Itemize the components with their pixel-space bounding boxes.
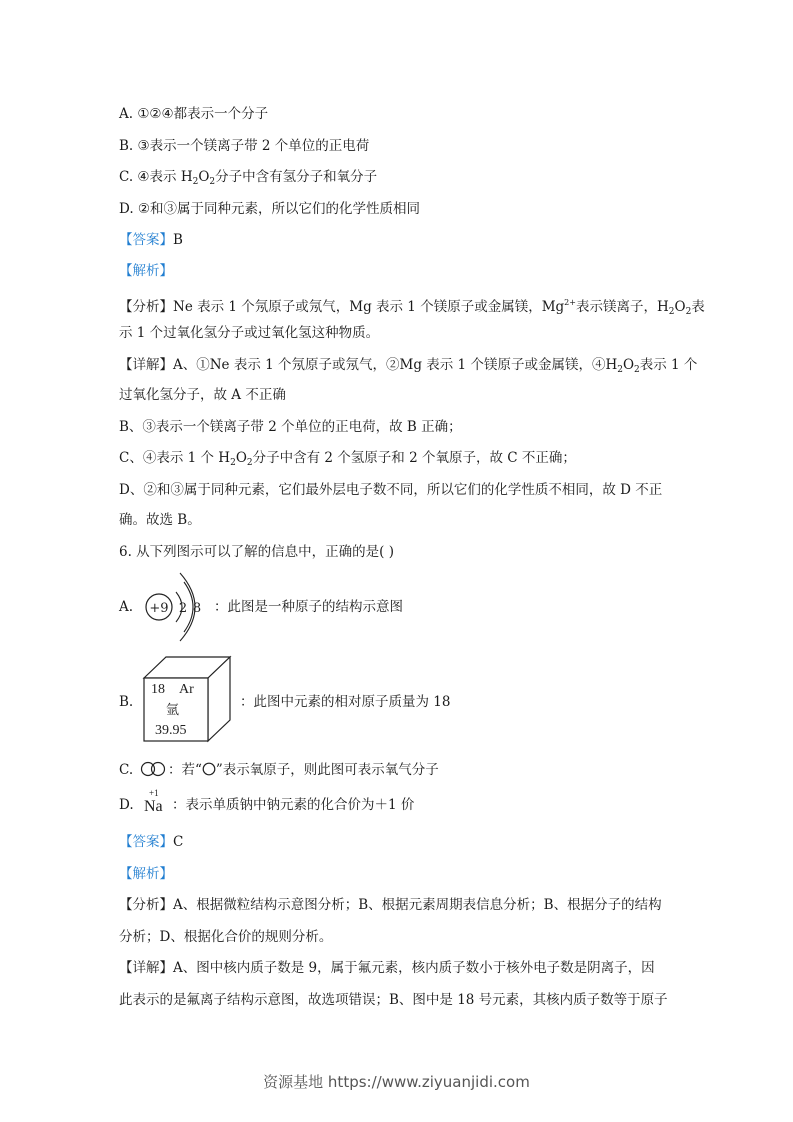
sub-2: 2 bbox=[230, 458, 236, 468]
c-text-a: ：若“ bbox=[168, 762, 202, 778]
q5-xiangjie-line-5: D、②和③属于同种元素，它们最外层电子数不同，所以它们的化学性质不相同，故 D 不正 bbox=[119, 482, 663, 498]
q5-c-pre: C. ④表示 H bbox=[119, 169, 193, 185]
o-symbol: O bbox=[198, 169, 210, 185]
q6-analysis-heading: 【解析】 bbox=[119, 866, 173, 882]
sub-2: 2 bbox=[668, 307, 675, 317]
answer-value: C bbox=[173, 834, 184, 850]
fenxi-label: 【分析】 bbox=[119, 299, 173, 315]
q5-option-d: D. ②和③属于同种元素，所以它们的化学性质相同 bbox=[119, 201, 421, 217]
answer-value: B bbox=[173, 232, 183, 248]
fenxi-text: A、根据微粒结构示意图分析；B、根据元素周期表信息分析；B、根据分子的结构 bbox=[173, 897, 662, 913]
sodium-symbol: Na bbox=[144, 798, 163, 815]
nucleus-charge: +9 bbox=[149, 601, 169, 616]
q5-answer bbox=[119, 231, 183, 249]
q6-option-d-text: ：表示单质钠中钠元素的化合价为＋1 价 bbox=[172, 797, 415, 813]
option-c-label: C. bbox=[119, 762, 134, 778]
q5-fenxi-line-1 bbox=[119, 294, 705, 321]
fenxi-text: 表 bbox=[691, 299, 705, 315]
q5-option-c bbox=[119, 168, 377, 191]
q5-c-post: 分子中含有氢分子和氧分子 bbox=[215, 169, 378, 185]
valence-notation bbox=[144, 788, 170, 820]
shell-2-electrons: 8 bbox=[192, 601, 202, 616]
q6-answer bbox=[119, 833, 183, 851]
q6-option-c-text bbox=[168, 761, 439, 779]
xiangjie-label: 【详解】 bbox=[119, 357, 173, 373]
sub-2: 2 bbox=[617, 365, 623, 375]
q6-fenxi-line-1 bbox=[119, 896, 662, 914]
xiangjie-text: 分子中含有 2 个氢原子和 2 个氧原子，故 C 不正确； bbox=[252, 450, 576, 466]
shell-1-electrons: 2 bbox=[178, 601, 188, 616]
q5-xiangjie-line-2: 过氧化氢分子，故 A 不正确 bbox=[119, 387, 286, 403]
answer-label: 【答案】 bbox=[119, 834, 173, 850]
q5-xiangjie-line-4 bbox=[119, 449, 576, 472]
atom-structure-diagram bbox=[140, 570, 210, 644]
oxygen-molecule-icon bbox=[140, 761, 166, 777]
q6-option-b-text: ：此图中元素的相对原子质量为 18 bbox=[240, 694, 451, 710]
q5-xiangjie-line-6: 确。故选 B。 bbox=[119, 512, 201, 528]
xiangjie-label: 【详解】 bbox=[119, 960, 173, 976]
element-name: 氩 bbox=[166, 703, 180, 718]
sub-2: 2 bbox=[209, 177, 216, 187]
xiangjie-text: C、④表示 1 个 H bbox=[119, 450, 231, 466]
sub-2: 2 bbox=[246, 458, 253, 468]
answer-label: 【答案】 bbox=[119, 232, 173, 248]
c-text-b: ”表示氧原子，则此图可表示氧气分子 bbox=[215, 762, 439, 778]
q6-xiangjie-line-2: 此表示的是氟离子结构示意图，故选项错误；B、图中是 18 号元素，其核内质子数等于原子 bbox=[119, 992, 668, 1008]
q5-option-a: A. ①②④都表示一个分子 bbox=[119, 106, 269, 122]
sub-2: 2 bbox=[192, 177, 199, 187]
o-symbol: O bbox=[235, 450, 247, 466]
o-symbol: O bbox=[622, 357, 635, 373]
sub-2: 2 bbox=[634, 365, 640, 375]
element-symbol: Ar bbox=[179, 682, 194, 697]
fenxi-label: 【分析】 bbox=[119, 897, 173, 913]
o-symbol: O bbox=[674, 299, 686, 315]
xiangjie-text: A、①Ne 表示 1 个氖原子或氖气，②Mg 表示 1 个镁原子或金属镁，④H bbox=[173, 357, 618, 373]
mg-charge-sup: 2+ bbox=[564, 298, 576, 307]
q5-option-b: B. ③表示一个镁离子带 2 个单位的正电荷 bbox=[119, 138, 370, 154]
fenxi-text: Ne 表示 1 个氖原子或氖气，Mg 表示 1 个镁原子或金属镁，Mg bbox=[173, 299, 565, 315]
sub-2: 2 bbox=[685, 307, 692, 317]
atomic-mass: 39.95 bbox=[155, 723, 187, 738]
q5-fenxi-line-2: 示 1 个过氧化氢分子或过氧化氢这种物质。 bbox=[119, 325, 380, 341]
fenxi-text: 表示镁离子，H bbox=[575, 299, 669, 315]
oxygen-atom-icon bbox=[202, 762, 216, 776]
atomic-number: 18 bbox=[151, 682, 165, 697]
q5-xiangjie-line-3: B、③表示一个镁离子带 2 个单位的正电荷，故 B 正确； bbox=[119, 419, 462, 435]
valence-value: +1 bbox=[149, 788, 159, 798]
q6-option-a-label: A. bbox=[119, 599, 134, 615]
q6-xiangjie-line-1 bbox=[119, 959, 655, 977]
xiangjie-text: 表示 1 个 bbox=[639, 357, 698, 373]
q6-option-d-label: D. bbox=[119, 797, 134, 813]
q5-analysis-heading: 【解析】 bbox=[119, 263, 173, 279]
xiangjie-text: A、图中核内质子数是 9，属于氟元素，核内质子数小于核外电子数是阴离子，因 bbox=[173, 960, 655, 976]
q6-option-c-label bbox=[119, 761, 133, 779]
q6-option-a-text: ：此图是一种原子的结构示意图 bbox=[214, 599, 403, 615]
q6-option-b-label: B. bbox=[119, 694, 134, 710]
q5-xiangjie-line-1 bbox=[119, 356, 697, 379]
q6-fenxi-line-2: 分析；D、根据化合价的规则分析。 bbox=[119, 929, 333, 945]
periodic-element-cube bbox=[141, 654, 233, 744]
q6-stem: 6. 从下列图示可以了解的信息中，正确的是( ) bbox=[119, 544, 394, 560]
footer-watermark: 资源基地 https://www.ziyuanjidi.com bbox=[263, 1073, 530, 1091]
